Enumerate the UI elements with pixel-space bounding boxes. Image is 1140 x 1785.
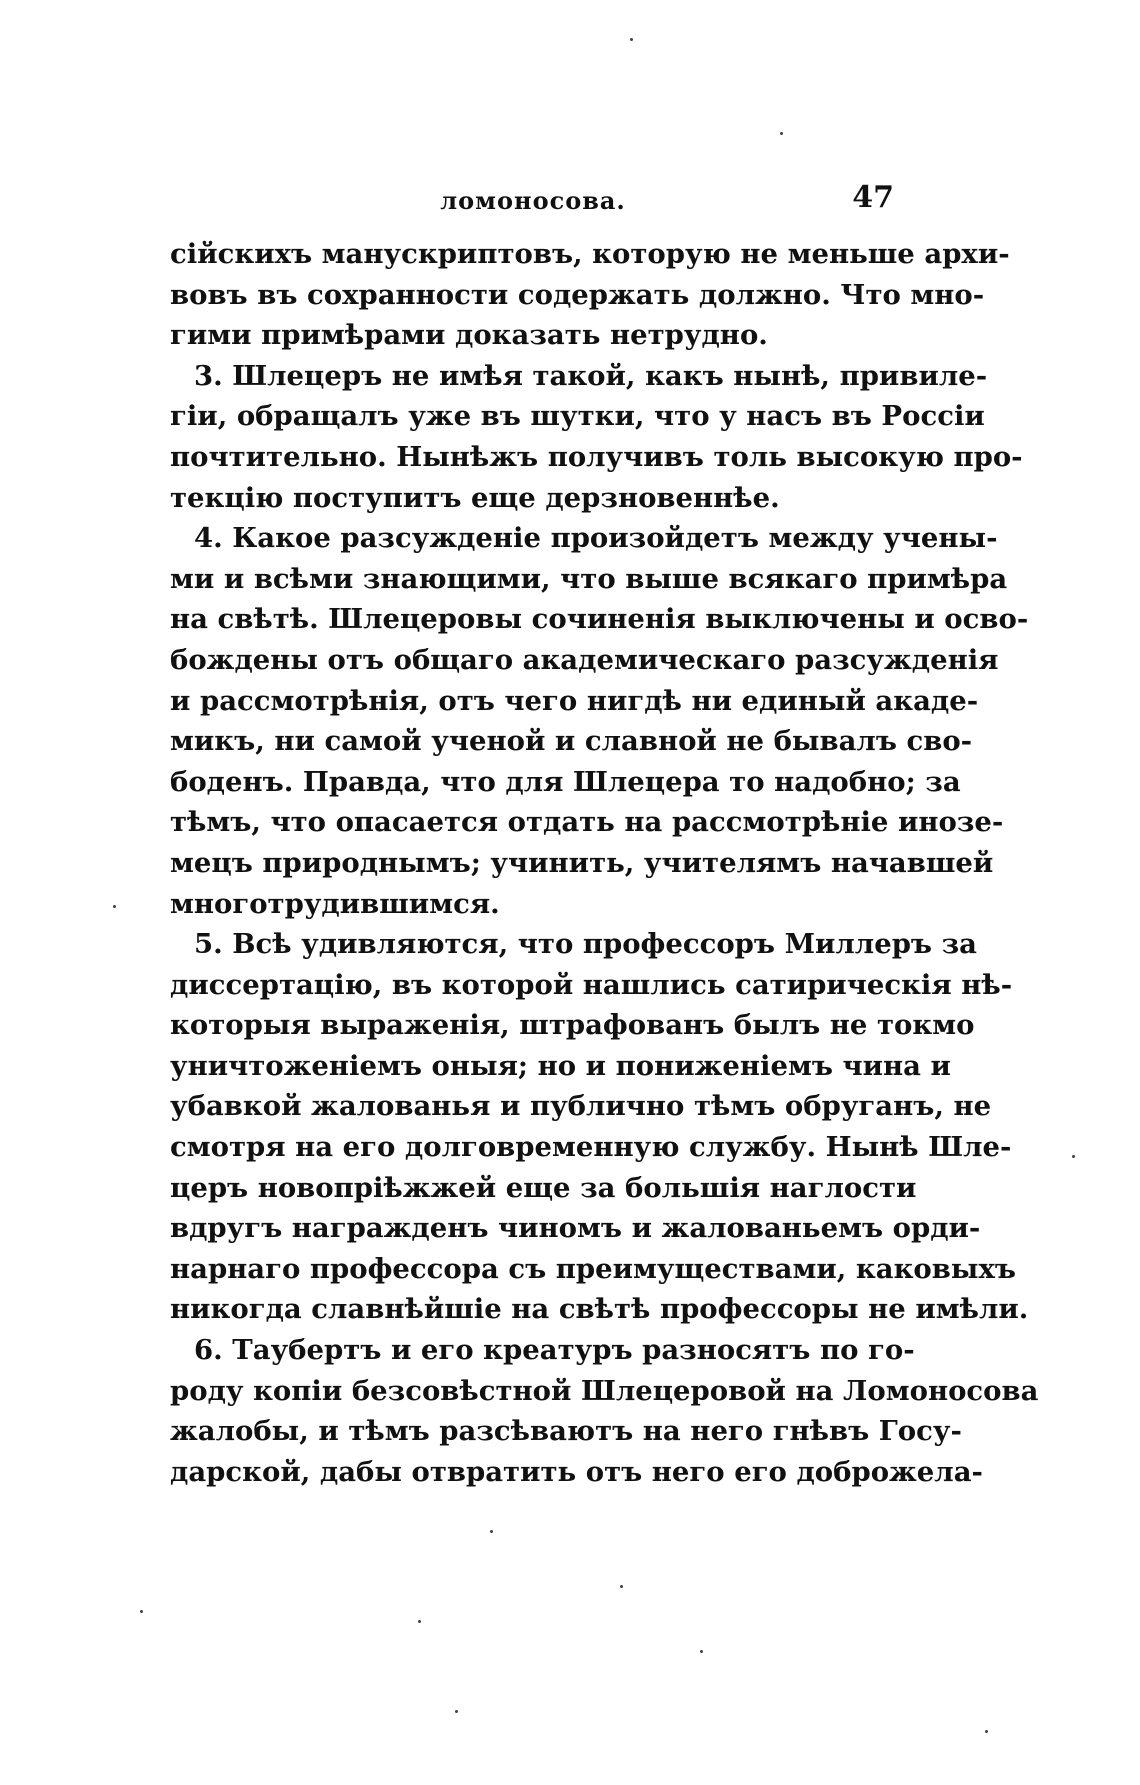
scan-speck [113,905,116,908]
text-line: почтительно. Нынѣжъ получивъ толь высокую про- [170,440,1023,473]
text-line: текцію поступитъ еще дерзновеннѣе. [170,481,780,514]
running-head: ломоносова. [440,186,626,215]
text-line: вовъ въ сохранности содержать должно. Что мно- [170,278,985,311]
text-line: сійскихъ манускриптовъ, которую не меньше архи- [170,238,1010,270]
text-line: никогда славнѣйшіе на свѣтѣ профессоры не имѣли. [170,1293,1029,1326]
paragraph [170,234,1010,356]
text-line: боденъ. Правда, что для Шлецера то надобно; за [170,765,961,798]
text-line: 5. Всѣ удивляются, что профессоръ Миллеръ за [194,928,977,961]
scan-speck [985,1730,988,1733]
text-line: уничтоженіемъ оныя; но и пониженіемъ чина и [170,1049,951,1082]
paragraph [170,356,1023,518]
text-line: дарской, дабы отвратить отъ него его доброжела- [170,1455,983,1488]
text-line: гіи, обращалъ уже въ шутки, что у насъ въ Россіи [170,400,985,433]
text-line: микъ, ни самой ученой и славной не бывалъ сво- [170,725,973,758]
scan-speck [620,1585,623,1588]
text-line: вдругъ награжденъ чиномъ и жалованьемъ орди- [170,1212,981,1245]
scan-speck [140,1610,143,1613]
scan-speck [1072,1155,1075,1158]
text-line: роду копіи безсовѣстной Шлецеровой на Ломоносова [170,1374,1039,1407]
scan-speck [630,38,633,41]
text-line: нарнаго профессора съ преимуществами, каковыхъ [170,1252,1016,1285]
scan-speck [780,132,783,135]
text-line: 3. Шлецеръ не имѣя такой, какъ нынѣ, привиле- [194,359,988,392]
text-line: убавкой жалованья и публично тѣмъ обруганъ, не [170,1090,992,1123]
text-line: мецъ природнымъ; учинить, учителямъ начавшей [170,846,994,879]
text-line: смотря на его долговременную службу. Нынѣ Шле- [170,1131,1012,1164]
page-number: 47 [852,180,894,215]
text-line: на свѣтѣ. Шлецеровы сочиненія выключены и осво- [170,603,1029,636]
text-line: и рассмотрѣнія, отъ чего нигдѣ ни единый акаде- [170,684,979,717]
scan-speck [700,1650,703,1653]
page-header [172,180,894,220]
text-line: ми и всѣми знающими, что выше всякаго примѣра [170,562,1008,595]
text-line: тѣмъ, что опасается отдать на рассмотрѣніе инозе- [170,806,1004,839]
text-line: гими примѣрами доказать нетрудно. [170,319,768,352]
scan-speck [455,1710,458,1713]
text-line: которыя выраженія, штрафованъ былъ не токмо [170,1009,975,1042]
text-line: бождены отъ общаго академическаго разсужденія [170,643,999,676]
paragraph [170,518,1029,924]
scan-speck [418,1620,421,1623]
paragraph [170,1330,1039,1492]
body-text [170,234,1039,1492]
text-line: 4. Какое разсужденіе произойдетъ между учены- [194,522,998,555]
text-line: жалобы, и тѣмъ разсѣваютъ на него гнѣвъ Госу- [170,1415,962,1448]
text-line: 6. Таубертъ и его креатуръ разносятъ по го- [194,1334,915,1367]
text-line: диссертацію, въ которой нашлись сатирическія нѣ- [170,968,1013,1001]
text-line: многотрудившимся. [170,887,500,920]
paragraph [170,924,1029,1330]
text-line: церъ новопріѣжжей еще за большія наглости [170,1171,917,1204]
scan-speck [490,1530,493,1533]
